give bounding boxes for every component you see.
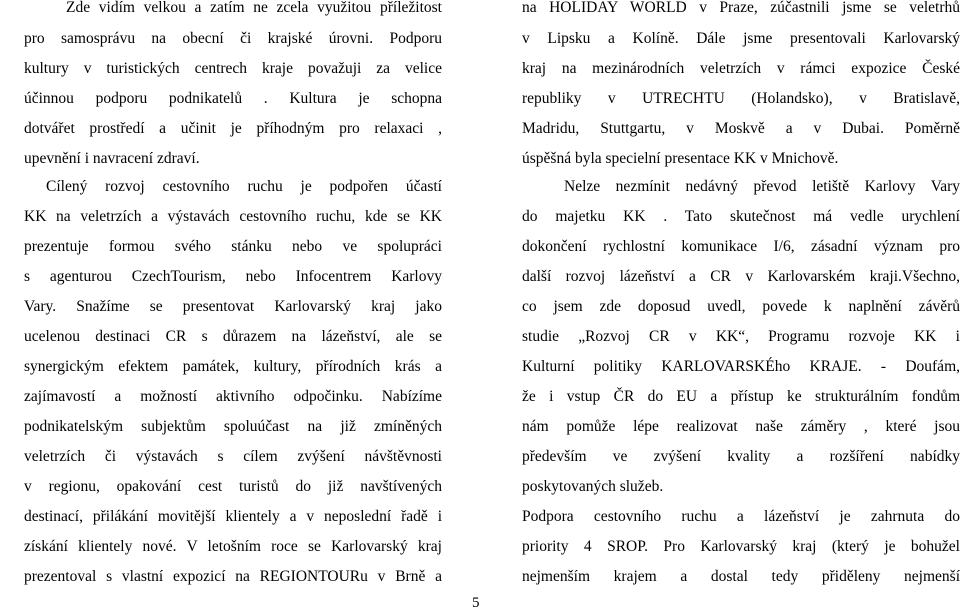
text-line: synergickým efektem památek, kultury, přírodních krás a <box>24 358 442 375</box>
text-line: že i vstup ČR do EU a přístup ke strukturálním fondům <box>522 388 960 405</box>
text-line: destinací, přilákání movitější klientely a v neposlední řadě i <box>24 508 442 525</box>
text-line: studie „Rozvoj CR v KK“, Programu rozvoje KK i <box>522 328 960 345</box>
text-line: nejmenším krajem a dostal tedy přiděleny nejmenší <box>522 568 960 585</box>
text-line: podnikatelským subjektům spoluúčast na již zmíněných <box>24 418 442 435</box>
text-line: účinnou podporu podnikatelů . Kultura je schopna <box>24 90 442 107</box>
text-line: veletrzích či výstavách s cílem zvýšení návštěvnosti <box>24 448 442 465</box>
text-line: Kulturní politiky KARLOVARSKÉho KRAJE. - Doufám, <box>522 358 960 375</box>
text-line: republiky v UTRECHTU (Holandsko), v Bratislavě, <box>522 90 960 107</box>
text-line: dokončení rychlostní komunikace I/6, zásadní význam pro <box>522 238 960 255</box>
text-line: ucelenou destinaci CR s důrazem na lázeňství, ale se <box>24 328 442 345</box>
text-line: úspěšná byla specielní presentace KK v Mnichově. <box>522 150 839 167</box>
text-line: poskytovaných služeb. <box>522 478 664 495</box>
text-line: další rozvoj lázeňství a CR v Karlovarském kraji.Všechno, <box>522 268 960 285</box>
text-line: získání klientely nové. V letošním roce se Karlovarský kraj <box>24 538 442 555</box>
text-line: především ve zvýšení kvality a rozšíření nabídky <box>522 448 960 465</box>
text-line: upevnění i navracení zdraví. <box>24 150 200 167</box>
text-line: dotvářet prostředí a učinit je příhodným pro relaxaci , <box>24 120 442 137</box>
text-line: Zde vidím velkou a zatím ne zcela využitou příležitost <box>66 0 442 16</box>
text-line: v Lipsku a Kolíně. Dále jsme presentovali Karlovarský <box>522 30 960 47</box>
text-line: nám pomůže lépe realizovat naše záměry , které jsou <box>522 418 960 435</box>
text-line: Madridu, Stuttgartu, v Moskvě a v Dubai. Poměrně <box>522 120 960 137</box>
text-line: priority 4 SROP. Pro Karlovarský kraj (který je bohužel <box>522 538 960 555</box>
text-line: kultury v turistických centrech kraje považuji za velice <box>24 60 442 77</box>
text-line: pro samosprávu na obecní či krajské úrovni. Podporu <box>24 30 442 47</box>
page-number: 5 <box>472 595 480 611</box>
text-line: KK na veletrzích a výstavách cestovního ruchu, kde se KK <box>24 208 442 225</box>
text-line: v regionu, opakování cest turistů do již navštívených <box>24 478 442 495</box>
text-line: kraj na mezinárodních veletrzích v rámci expozice České <box>522 60 960 77</box>
text-line: do majetku KK . Tato skutečnost má vedle urychlení <box>522 208 960 225</box>
text-line: s agenturou CzechTourism, nebo Infocentrem Karlovy <box>24 268 442 285</box>
text-line: prezentoval s vlastní expozicí na REGIONTOURu v Brně a <box>24 568 442 585</box>
text-line: zajímavostí a možností aktivního odpočinku. Nabízíme <box>24 388 442 405</box>
text-line: na HOLIDAY WORLD v Praze, zúčastnili jsme se veletrhů <box>522 0 960 16</box>
text-line: Podpora cestovního ruchu a lázeňství je zahrnuta do <box>522 508 960 525</box>
text-line: prezentuje formou svého stánku nebo ve spolupráci <box>24 238 442 255</box>
text-line: Cílený rozvoj cestovního ruchu je podpořen účastí <box>46 178 442 195</box>
text-line: co jsem zde doposud uvedl, povede k naplnění závěrů <box>522 298 960 315</box>
text-line: Nelze nezmínit nedávný převod letiště Karlovy Vary <box>564 178 960 195</box>
text-line: Vary. Snažíme se presentovat Karlovarský kraj jako <box>24 298 442 315</box>
